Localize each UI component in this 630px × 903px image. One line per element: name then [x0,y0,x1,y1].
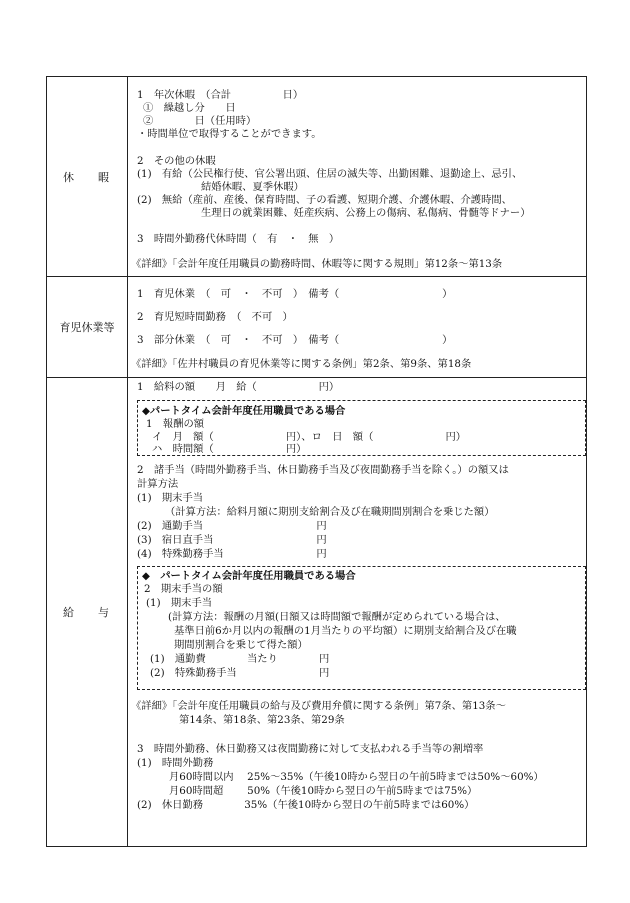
allowance-line-2: 計算方法 [137,478,179,490]
kyuka-line-10: 3 時間外勤務代休時間（ 有 ・ 無 ） [137,233,340,245]
row-kyuyo [47,378,586,846]
box1-line-3: ハ 時間額（ 円） [152,443,307,455]
premium-line-2: (1) 時間外勤務 [137,757,214,769]
ikuji-line-1: 1 育児休業 （ 可 ・ 不可 ） 備考（ ） [137,288,453,300]
allowance-line-4: （計算方法：給料月額に期別支給割合及び在職期間別割合を乗じた額） [165,506,495,518]
ikuji-detail: 《詳細》「佐井村職員の育児休業等に関する条例」第2条、第9条、第18条 [131,358,472,370]
kyuka-line-1: 1 年次休暇 （合計 日） [137,89,304,101]
premium-line-4: 月60時間超 50%（午後10時から翌日の午前5時までは75%） [169,785,478,797]
box2-line-5: 期間別割合を乗じて得た額） [174,639,308,651]
label-kyuyo [47,378,128,846]
premium-line-3: 月60時間以内 25%～35%（午後10時から翌日の午前5時までは50%～60%） [169,771,544,783]
box1-line-2: イ 月 額（ 円）、ロ 日 額（ 円） [152,431,467,443]
part-time-box-2 [137,566,586,690]
box2-line-2: (1) 期末手当 [146,597,213,609]
allowance-line-5: (2) 通勤手当 円 [137,520,327,532]
kyuyo-detail-2: 第14条、第18条、第23条、第29条 [179,714,345,726]
kyuka-line-5: 2 その他の休暇 [137,155,216,167]
kyuka-line-9: 生理日の就業困難、妊産疾病、公務上の傷病、私傷病、骨髄等ドナー） [201,207,531,219]
premium-line-5: (2) 休日勤務 35%（午後10時から翌日の午前5時までは60%） [137,799,475,811]
row-ikuji [47,277,586,378]
kyuka-line-4: ・時間単位で取得することができます。 [137,128,322,140]
allowance-line-7: (4) 特殊勤務手当 円 [137,548,327,560]
allowance-line-6: (3) 宿日直手当 円 [137,534,327,546]
kyuka-line-8: (2) 無給（産前、産後、保育時間、子の看護、短期介護、介護休暇、介護時間、 [137,194,512,206]
box2-line-3: (計算方法：報酬の月額(日額又は時間額で報酬が定められている場合は、 [168,611,506,623]
kyuka-line-3: ② 日（任用時） [143,115,257,127]
box2-line-7: (2) 特殊勤務手当 円 [150,667,330,679]
ikuji-line-3: 3 部分休業 （ 可 ・ 不可 ） 備考（ ） [137,334,453,346]
box2-line-1: 2 期末手当の額 [144,583,223,595]
label-kyuyo-a: 給 [63,606,74,619]
cell-kyuyo [129,378,586,846]
box1-title: ◆パートタイム会計年度任用職員である場合 [142,405,346,417]
box1-line-1: 1 報酬の額 [146,418,205,430]
row-kyuka [47,77,586,277]
kyuka-line-7: 結婚休暇、夏季休暇） [201,181,304,193]
label-kyuka-b: 暇 [98,170,109,184]
kyuka-line-6: (1) 有給（公民権行使、官公署出頭、住居の滅失等、出勤困難、退勤途上、忌引、 [137,168,523,180]
label-kyuka [47,77,128,276]
box2-title: ◆ パートタイム会計年度任用職員である場合 [142,570,356,582]
kyuka-detail: 《詳細》「会計年度任用職員の勤務時間、休暇等に関する規則」第12条～第13条 [131,258,503,270]
part-time-box-1 [137,400,586,456]
label-ikuji: 育児休業等 [47,277,128,377]
label-kyuka-a: 休 [63,170,74,184]
allowance-line-1: 2 諸手当（時間外勤務手当、休日勤務手当及び夜間勤務手当を除く。）の額又は [137,464,509,476]
kyuyo-salary-line: 1 給料の額 月 給（ 円） [137,381,340,393]
allowance-line-3: (1) 期末手当 [137,492,204,504]
label-kyuyo-b: 与 [98,606,109,619]
conditions-table [46,76,587,847]
box2-line-6: (1) 通勤費 当たり 円 [150,653,330,665]
premium-line-1: 3 時間外勤務、休日勤務又は夜間勤務に対して支払われる手当等の割増率 [137,743,484,755]
box2-line-4: 基準日前6か月以内の報酬の1月当たりの平均額）に期別支給割合及び在職 [174,625,517,637]
cell-ikuji [129,277,586,377]
cell-kyuka [129,77,586,276]
ikuji-line-2: 2 育児短時間勤務 （ 不可 ） [137,311,293,323]
kyuyo-detail-1: 《詳細》「会計年度任用職員の給与及び費用弁償に関する条例」第7条、第13条～ [131,700,506,712]
kyuka-line-2: ① 繰越し分 日 [143,102,236,114]
